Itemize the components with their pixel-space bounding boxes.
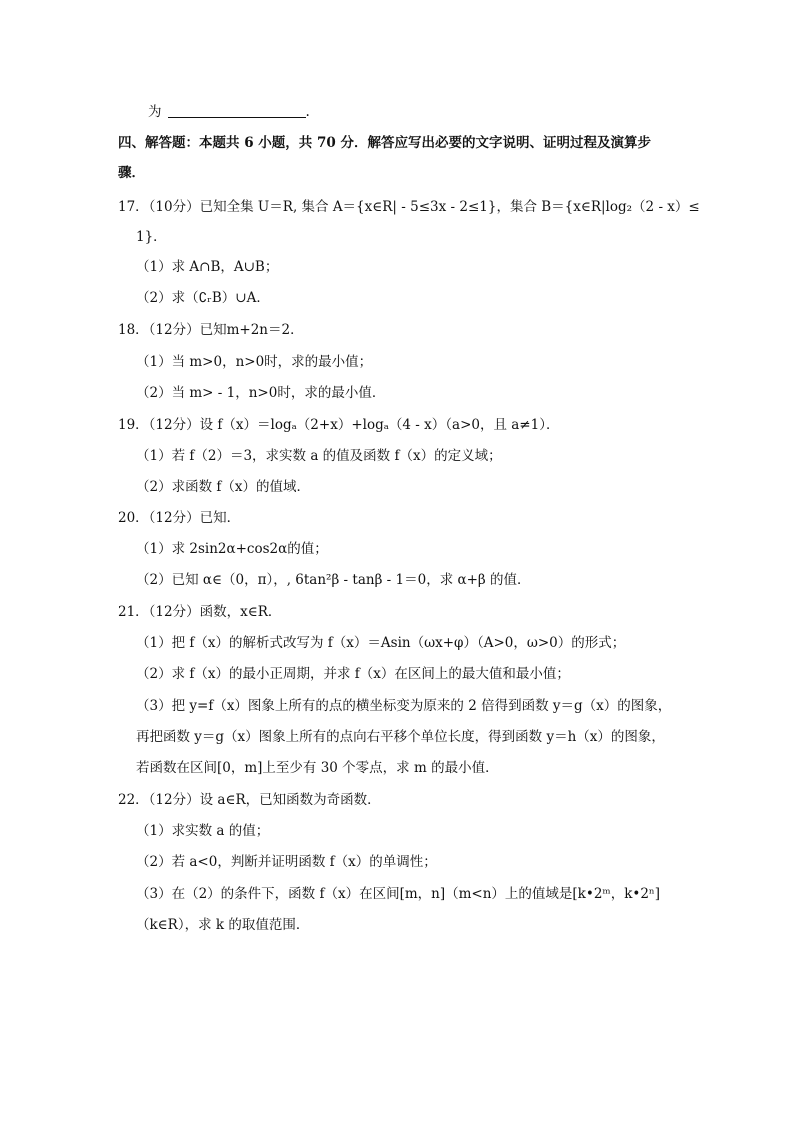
answer-line-16: 为 . — [148, 104, 310, 120]
problem-18-stem: 18．（12分）已知m+2n＝2． — [118, 322, 304, 338]
problem-20-part-2: （2）已知 α∈（0，π），, 6tan²β - tanβ - 1＝0，求 α+β 的值． — [136, 572, 531, 588]
problem-19-stem: 19．（12分）设 f（x）＝logₐ（2+x）+logₐ（4 - x）（a>0，且 a≠1）． — [118, 417, 560, 433]
problem-21-part-3: （3）把 y=f（x）图象上所有的点的横坐标变为原来的 2 倍得到函数 y＝g（x）的图象， — [136, 698, 672, 714]
problem-20-stem: 20．（12分）已知． — [118, 510, 241, 526]
problem-17-stem-cont: 1}． — [136, 229, 167, 245]
problem-21-part-3-cont: 再把函数 y＝g（x）图象上所有的点向右平移个单位长度，得到函数 y＝h（x）的图象， — [136, 729, 665, 745]
problem-22-part-1: （1）求实数 a 的值； — [136, 823, 270, 839]
section-title: 四、解答题：本题共 6 小题，共 70 分．解答应写出必要的文字说明、证明过程及演算步 — [118, 135, 651, 151]
problem-18-part-2: （2）当 m> - 1，n>0时，求的最小值． — [136, 385, 386, 401]
problem-19-part-2: （2）求函数 f（x）的值域． — [136, 479, 310, 495]
problem-17-stem: 17．（10分）已知全集 U＝R, 集合 A＝{x∈R| - 5≤3x - 2≤1}，集合 B＝{x∈R|log₂（2 - x）≤ — [118, 199, 700, 215]
problem-17-part-1: （1）求 A∩B，A∪B； — [136, 259, 279, 275]
problem-20-part-1: （1）求 2sin2α+cos2α的值； — [136, 541, 328, 557]
problem-22-part-3: （3）在（2）的条件下，函数 f（x）在区间[m，n]（m<n）上的值域是[k•2ᵐ，k•2ⁿ] — [136, 886, 661, 902]
answer-blank — [168, 103, 306, 118]
problem-21-part-3-cont-2: 若函数在区间[0，m]上至少有 30 个零点，求 m 的最小值． — [136, 760, 499, 776]
problem-18-part-1: （1）当 m>0，n>0时，求的最小值； — [136, 354, 373, 370]
problem-21-part-2: （2）求 f（x）的最小正周期，并求 f（x）在区间上的最大值和最小值； — [136, 666, 570, 682]
problem-22-part-3-cont: （k∈R），求 k 的取值范围． — [136, 917, 310, 933]
problem-22-part-2: （2）若 a<0，判断并证明函数 f（x）的单调性； — [136, 854, 437, 870]
problem-22-stem: 22．（12分）设 a∈R，已知函数为奇函数． — [118, 792, 381, 808]
problem-19-part-1: （1）若 f（2）＝3，求实数 a 的值及函数 f（x）的定义域； — [136, 448, 502, 464]
section-title-cont: 骤． — [118, 165, 145, 181]
problem-21-stem: 21．（12分）函数，x∈R． — [118, 604, 282, 620]
problem-17-part-2: （2）求（∁ᵣB）∪A． — [136, 290, 270, 306]
problem-21-part-1: （1）把 f（x）的解析式改写为 f（x）＝Asin（ωx+φ）（A>0，ω>0）的形式； — [136, 635, 626, 651]
